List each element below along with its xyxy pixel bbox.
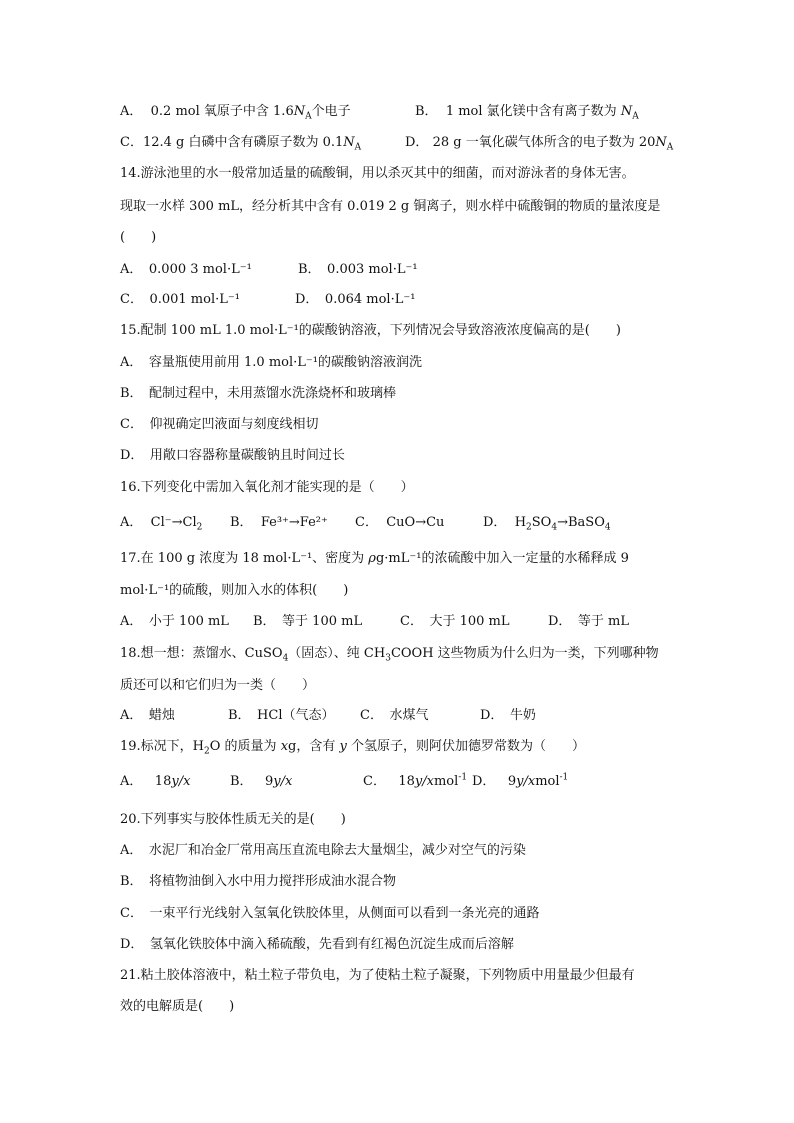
q19-option-b: B． 9y/x <box>230 774 293 789</box>
q16-stem: 16.下列变化中需加入氧化剂才能实现的是（ ） <box>120 480 414 495</box>
q15-stem: 15.配制 100 mL 1.0 mol·L⁻¹的碳酸钠溶液，下列情况会导致溶液浓度偏高的是( ) <box>120 323 621 338</box>
q17-option-b: B． 等于 100 mL <box>253 614 363 629</box>
q17-stem-line1: 17.在 100 g 浓度为 18 mol·L⁻¹、密度为 ρg·mL⁻¹的浓硫酸中加入一定量的水稀释成 9 <box>120 551 629 566</box>
q17-option-a: A． 小于 100 mL <box>120 614 229 629</box>
q14-stem-line1: 14.游泳池里的水一般常加适量的硫酸铜，用以杀灭其中的细菌，而对游泳者的身体无害。 <box>120 166 635 181</box>
q14-option-d: D． 0.064 mol·L⁻¹ <box>295 292 416 307</box>
q18-stem-line2: 质还可以和它们归为一类（ ） <box>120 678 316 693</box>
q15-option-b: B． 配制过程中，未用蒸馏水洗涤烧杯和玻璃棒 <box>120 386 397 401</box>
q15-option-a: A． 容量瓶使用前用 1.0 mol·L⁻¹的碳酸钠溶液润洗 <box>120 355 422 370</box>
q21-stem-line1: 21.粘土胶体溶液中，粘土粒子带负电，为了使粘土粒子凝聚，下列物质中用量最少但最有 <box>120 968 635 983</box>
q16-option-c: C． CuO→Cu <box>355 515 445 530</box>
q20-option-a: A． 水泥厂和冶金厂常用高压直流电除去大量烟尘，减少对空气的污染 <box>120 843 526 858</box>
q20-option-c: C． 一束平行光线射入氢氧化铁胶体里，从侧面可以看到一条光亮的通路 <box>120 906 540 921</box>
q14-stem-line2: 现取一水样 300 mL，经分析其中含有 0.019 2 g 铜离子，则水样中硫酸铜的物质的量浓度是 <box>120 199 661 214</box>
q14-option-b: B． 0.003 mol·L⁻¹ <box>298 262 418 277</box>
q13-option-d: D． 28 g 一氧化碳气体所含的电子数为 $20N_A$ <box>405 135 674 153</box>
q14-option-a: A． 0.000 3 mol·L⁻¹ <box>120 262 252 277</box>
q15-option-c: C． 仰视确定凹液面与刻度线相切 <box>120 417 319 432</box>
q18-option-d: D． 牛奶 <box>480 708 536 723</box>
q16-option-a: A． $Cl^-\to Cl_2$ <box>120 515 203 533</box>
q17-stem-line2: mol·L⁻¹的硫酸，则加入水的体积( ) <box>120 583 349 598</box>
q16-option-d: D． $H_2SO_4\to BaSO_4$ <box>483 515 611 533</box>
q15-option-d: D． 用敞口容器称量碳酸钠且时间过长 <box>120 448 345 463</box>
q19-option-d: D． 9y/xmol$^{-1}$ <box>472 772 569 789</box>
q18-option-c: C． 水煤气 <box>360 708 429 723</box>
q13-option-b: B． 1 mol 氯化镁中含有离子数为 $N_A$ <box>415 104 639 122</box>
q13-option-a: A． 0.2 mol 氧原子中含 $1.6N_A$个电子 <box>120 104 351 122</box>
q18-option-b: B． HCl（气态） <box>228 708 335 723</box>
q19-stem: 19.标况下，$H_2O$ 的质量为 xg，含有 y 个氢原子，则阿伏加德罗常数为（ ） <box>120 739 585 757</box>
q17-option-d: D． 等于 mL <box>548 614 630 629</box>
q21-stem-line2: 效的电解质是( ) <box>120 999 235 1014</box>
q18-option-a: A． 蜡烛 <box>120 708 175 723</box>
q18-stem-line1: 18.想一想：蒸馏水、CuSO$_4$（固态）、纯 $CH_3COOH$ 这些物质为什么归为一类，下列哪种物 <box>120 646 659 664</box>
q20-stem: 20.下列事实与胶体性质无关的是( ) <box>120 812 346 827</box>
q20-option-d: D． 氢氧化铁胶体中滴入稀硫酸，先看到有红褐色沉淀生成而后溶解 <box>120 937 514 952</box>
q19-option-c: C． 18y/xmol$^{-1}$ <box>363 772 468 789</box>
q19-option-a: A． 18y/x <box>120 774 191 789</box>
q17-option-c: C． 大于 100 mL <box>400 614 510 629</box>
q13-option-c: C．12.4 g 白磷中含有磷原子数为 $0.1N_A$ <box>120 135 362 153</box>
q14-stem-line3: ( ) <box>120 230 157 245</box>
q16-option-b: B． Fe³⁺→Fe²⁺ <box>230 515 328 530</box>
q14-option-c: C． 0.001 mol·L⁻¹ <box>120 292 240 307</box>
q20-option-b: B． 将植物油倒入水中用力搅拌形成油水混合物 <box>120 874 397 889</box>
